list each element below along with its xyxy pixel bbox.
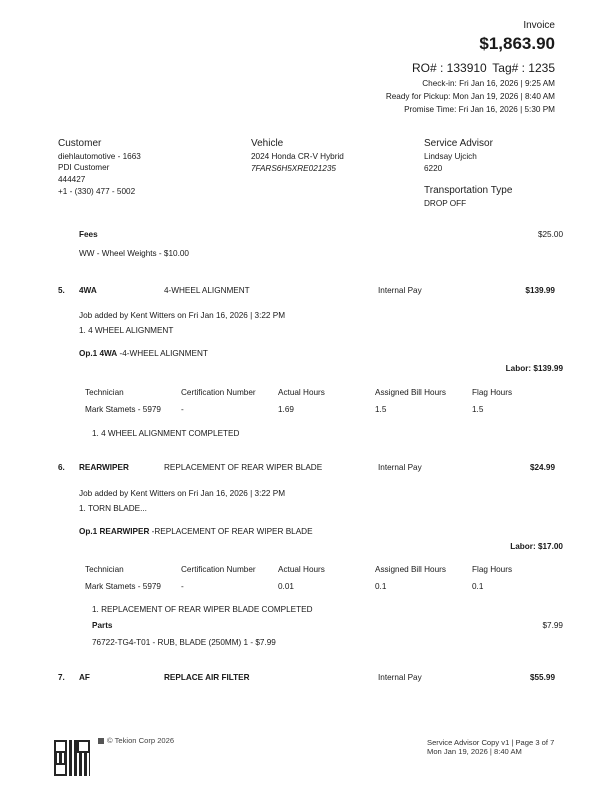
tech-header-flag-hours: Flag Hours	[472, 565, 513, 574]
tech-assigned-hours: 1.5	[375, 405, 387, 414]
job-pay-type: Internal Pay	[378, 673, 422, 682]
customer-line2: PDI Customer	[58, 163, 110, 172]
customer-line1: diehlautomotive - 1663	[58, 152, 141, 161]
job-number: 7.	[58, 673, 65, 682]
job-code: AF	[79, 673, 90, 682]
parts-title: Parts	[92, 621, 113, 630]
job-amount: $139.99	[525, 286, 555, 295]
qr-code-icon	[54, 740, 90, 776]
operation-code: Op.1 REARWIPER	[79, 527, 150, 536]
tech-actual-hours: 1.69	[278, 405, 294, 414]
check-in-time: Check-in: Fri Jan 16, 2026 | 9:25 AM	[422, 79, 555, 88]
advisor-id: 6220	[424, 164, 443, 173]
correction-note: 1. REPLACEMENT OF REAR WIPER BLADE COMPLETED	[92, 605, 313, 614]
job-number: 6.	[58, 463, 65, 472]
tech-header-certification: Certification Number	[181, 388, 256, 397]
job-added-note: Job added by Kent Witters on Fri Jan 16, 2026 | 3:22 PM	[79, 311, 286, 320]
tag-number: Tag# : 1235	[492, 61, 555, 75]
fees-title: Fees	[79, 230, 98, 239]
advisor-name: Lindsay Ujcich	[424, 152, 477, 161]
tech-header-flag-hours: Flag Hours	[472, 388, 513, 397]
job-pay-type: Internal Pay	[378, 463, 422, 472]
tech-name: Mark Stamets - 5979	[85, 405, 161, 414]
job-code: 4WA	[79, 286, 97, 295]
customer-line3: 444427	[58, 175, 86, 184]
ro-number: RO# : 133910	[412, 61, 487, 75]
part-line: 76722-TG4-T01 - RUB, BLADE (250MM) 1 - $7.99	[92, 638, 276, 647]
job-number: 5.	[58, 286, 65, 295]
tech-flag-hours: 1.5	[472, 405, 484, 414]
labor-amount: Labor: $17.00	[510, 542, 563, 551]
transport-type: DROP OFF	[424, 199, 467, 208]
labor-amount: Labor: $139.99	[505, 364, 563, 373]
tech-header-actual-hours: Actual Hours	[278, 388, 325, 397]
operation-line	[79, 527, 313, 536]
job-concern: 1. 4 WHEEL ALIGNMENT	[79, 326, 174, 335]
footer-copyright: © Tekion Corp 2026	[98, 736, 174, 745]
parts-amount: $7.99	[542, 621, 563, 630]
tech-header-certification: Certification Number	[181, 565, 256, 574]
fees-amount: $25.00	[537, 230, 563, 239]
job-amount: $55.99	[529, 673, 555, 682]
job-description: REPLACEMENT OF REAR WIPER BLADE	[164, 463, 323, 472]
tech-header-technician: Technician	[85, 388, 124, 397]
operation-line	[79, 349, 208, 358]
vehicle-vin: 7FARS6H5XRE021235	[251, 164, 336, 173]
tech-assigned-hours: 0.1	[375, 582, 387, 591]
job-description: REPLACE AIR FILTER	[164, 673, 250, 682]
job-pay-type: Internal Pay	[378, 286, 422, 295]
correction-note: 1. 4 WHEEL ALIGNMENT COMPLETED	[92, 429, 240, 438]
fee-item: WW - Wheel Weights - $10.00	[79, 249, 189, 258]
job-added-note: Job added by Kent Witters on Fri Jan 16, 2026 | 3:22 PM	[79, 489, 286, 498]
tech-name: Mark Stamets - 5979	[85, 582, 161, 591]
job-concern: 1. TORN BLADE...	[79, 504, 147, 513]
footer-date: Mon Jan 19, 2026 | 8:40 AM	[427, 747, 522, 756]
document-type: Invoice	[523, 20, 555, 31]
advisor-title: Service Advisor	[424, 138, 493, 149]
tech-actual-hours: 0.01	[278, 582, 294, 591]
operation-description: -4-WHEEL ALIGNMENT	[117, 349, 208, 358]
ready-time: Ready for Pickup: Mon Jan 19, 2026 | 8:40 AM	[385, 92, 555, 101]
tech-certification: -	[181, 405, 184, 414]
operation-description: -REPLACEMENT OF REAR WIPER BLADE	[149, 527, 313, 536]
promise-time: Promise Time: Fri Jan 16, 2026 | 5:30 PM	[404, 105, 555, 114]
tekion-logo-icon	[98, 738, 104, 744]
tech-header-assigned-hours: Assigned Bill Hours	[375, 388, 446, 397]
vehicle-title: Vehicle	[251, 138, 284, 149]
customer-title: Customer	[58, 138, 102, 149]
transport-title: Transportation Type	[424, 185, 513, 196]
tech-flag-hours: 0.1	[472, 582, 484, 591]
tech-header-technician: Technician	[85, 565, 124, 574]
invoice-total: $1,863.90	[479, 34, 555, 53]
vehicle-model: 2024 Honda CR-V Hybrid	[251, 152, 344, 161]
job-amount: $24.99	[529, 463, 555, 472]
tech-header-actual-hours: Actual Hours	[278, 565, 325, 574]
footer-copy-info: Service Advisor Copy v1 | Page 3 of 7	[427, 738, 555, 747]
tech-certification: -	[181, 582, 184, 591]
tech-header-assigned-hours: Assigned Bill Hours	[375, 565, 446, 574]
job-description: 4-WHEEL ALIGNMENT	[164, 286, 250, 295]
customer-phone: +1 - (330) 477 - 5002	[58, 187, 136, 196]
operation-code: Op.1 4WA	[79, 349, 118, 358]
job-code: REARWIPER	[79, 463, 129, 472]
